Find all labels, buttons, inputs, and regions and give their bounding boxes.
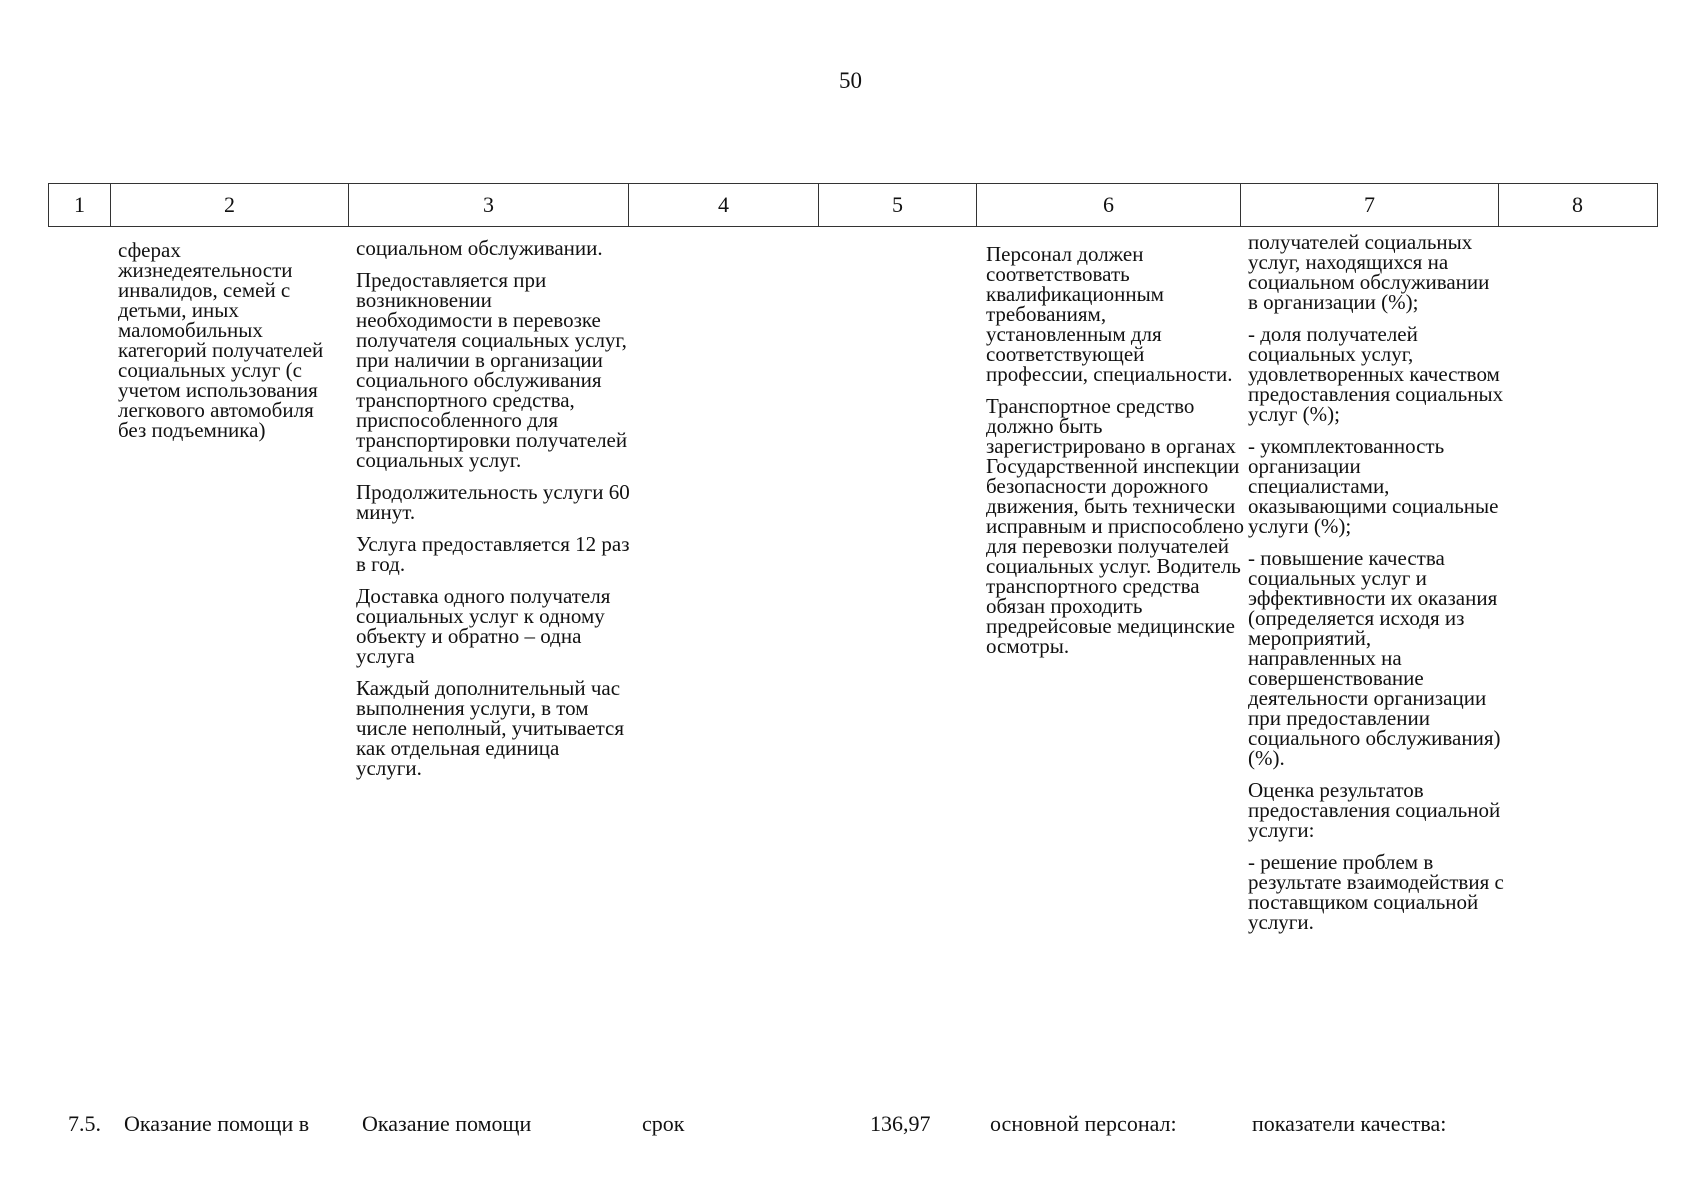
col3-paragraph: Доставка одного получателя социальных услуг к одному объекту и обратно – одна услуга [356,584,611,668]
row-7-5-col7: показатели качества: [1252,1111,1447,1136]
header-cell-2: 2 [111,184,349,226]
header-cell-7: 7 [1241,184,1499,226]
header-cell-1: 1 [49,184,111,226]
page-number: 50 [839,68,862,93]
col3-paragraph: Услуга предоставляется 12 раз в год. [356,532,630,576]
col3-paragraph: Продолжительность услуги 60 минут. [356,480,630,524]
row-7-5-col6: основной персонал: [990,1111,1177,1136]
col3-paragraph: Каждый дополнительный час выполнения услуги, в том числе неполный, учитывается как отдельная единица услуги. [356,676,625,780]
col6-paragraph: Персонал должен соответствовать квалификационным требованиям, установленным для соответствующей профессии, специальности. [986,242,1233,386]
row-7-5-col2: Оказание помощи в [124,1111,310,1136]
col7-paragraph: получателей социальных услуг, находящихся на социальном обслуживании в организации (%); [1248,230,1490,314]
col7-paragraph: - доля получателей социальных услуг, удовлетворенных качеством предоставления социальных услуг (%); [1248,322,1504,426]
header-cell-4: 4 [629,184,819,226]
table-header-row [48,183,1658,227]
col7-paragraph: - укомплектованность организации специалистами, оказывающими социальные услуги (%); [1248,434,1499,538]
column-6-text [986,244,1244,668]
col7-paragraph: - повышение качества социальных услуг и эффективности их оказания (определяется исходя из мероприятий, направленных на совершенствование деятельности организации при предоставлении социального обслуживания) (%). [1248,546,1501,770]
col3-paragraph: социальном обслуживании. [356,236,603,260]
col2-paragraph: сферах жизнедеятельности инвалидов, семей с детьми, иных маломобильных категорий получателей социальных услуг (с учетом использования легкового автомобиля без подъемника) [118,238,324,442]
row-7-5-col3: Оказание помощи [362,1111,532,1136]
header-cell-8: 8 [1572,192,1583,217]
col3-paragraph: Предоставляется при возникновении необходимости в перевозке получателя социальных услуг, при наличии в организации социального обслуживания транспортного средства, приспособленного для транспортировки получателей социальных услуг. [356,268,628,472]
column-2-text [118,240,340,452]
row-7-5-number: 7.5. [68,1111,101,1136]
col6-paragraph: Транспортное средство должно быть зарегистрировано в органах Государственной инспекции безопасности дорожного движения, быть технически исправным и приспособлено для перевозки получателей социальных услуг. Водитель транспортного средства обязан проходить предрейсовые медицинские осмотры. [986,394,1244,658]
row-7-5-col4: срок [642,1111,685,1136]
column-7-text [1248,232,1504,944]
col7-paragraph: Оценка результатов предоставления социальной услуги: [1248,778,1501,842]
header-cell-3: 3 [349,184,629,226]
header-cell-6: 6 [977,184,1241,226]
col7-paragraph: - решение проблем в результате взаимодействия с поставщиком социальной услуги. [1248,850,1504,934]
row-7-5-col5: 136,97 [870,1111,931,1136]
header-cell-5: 5 [819,184,977,226]
column-3-text [356,238,630,790]
